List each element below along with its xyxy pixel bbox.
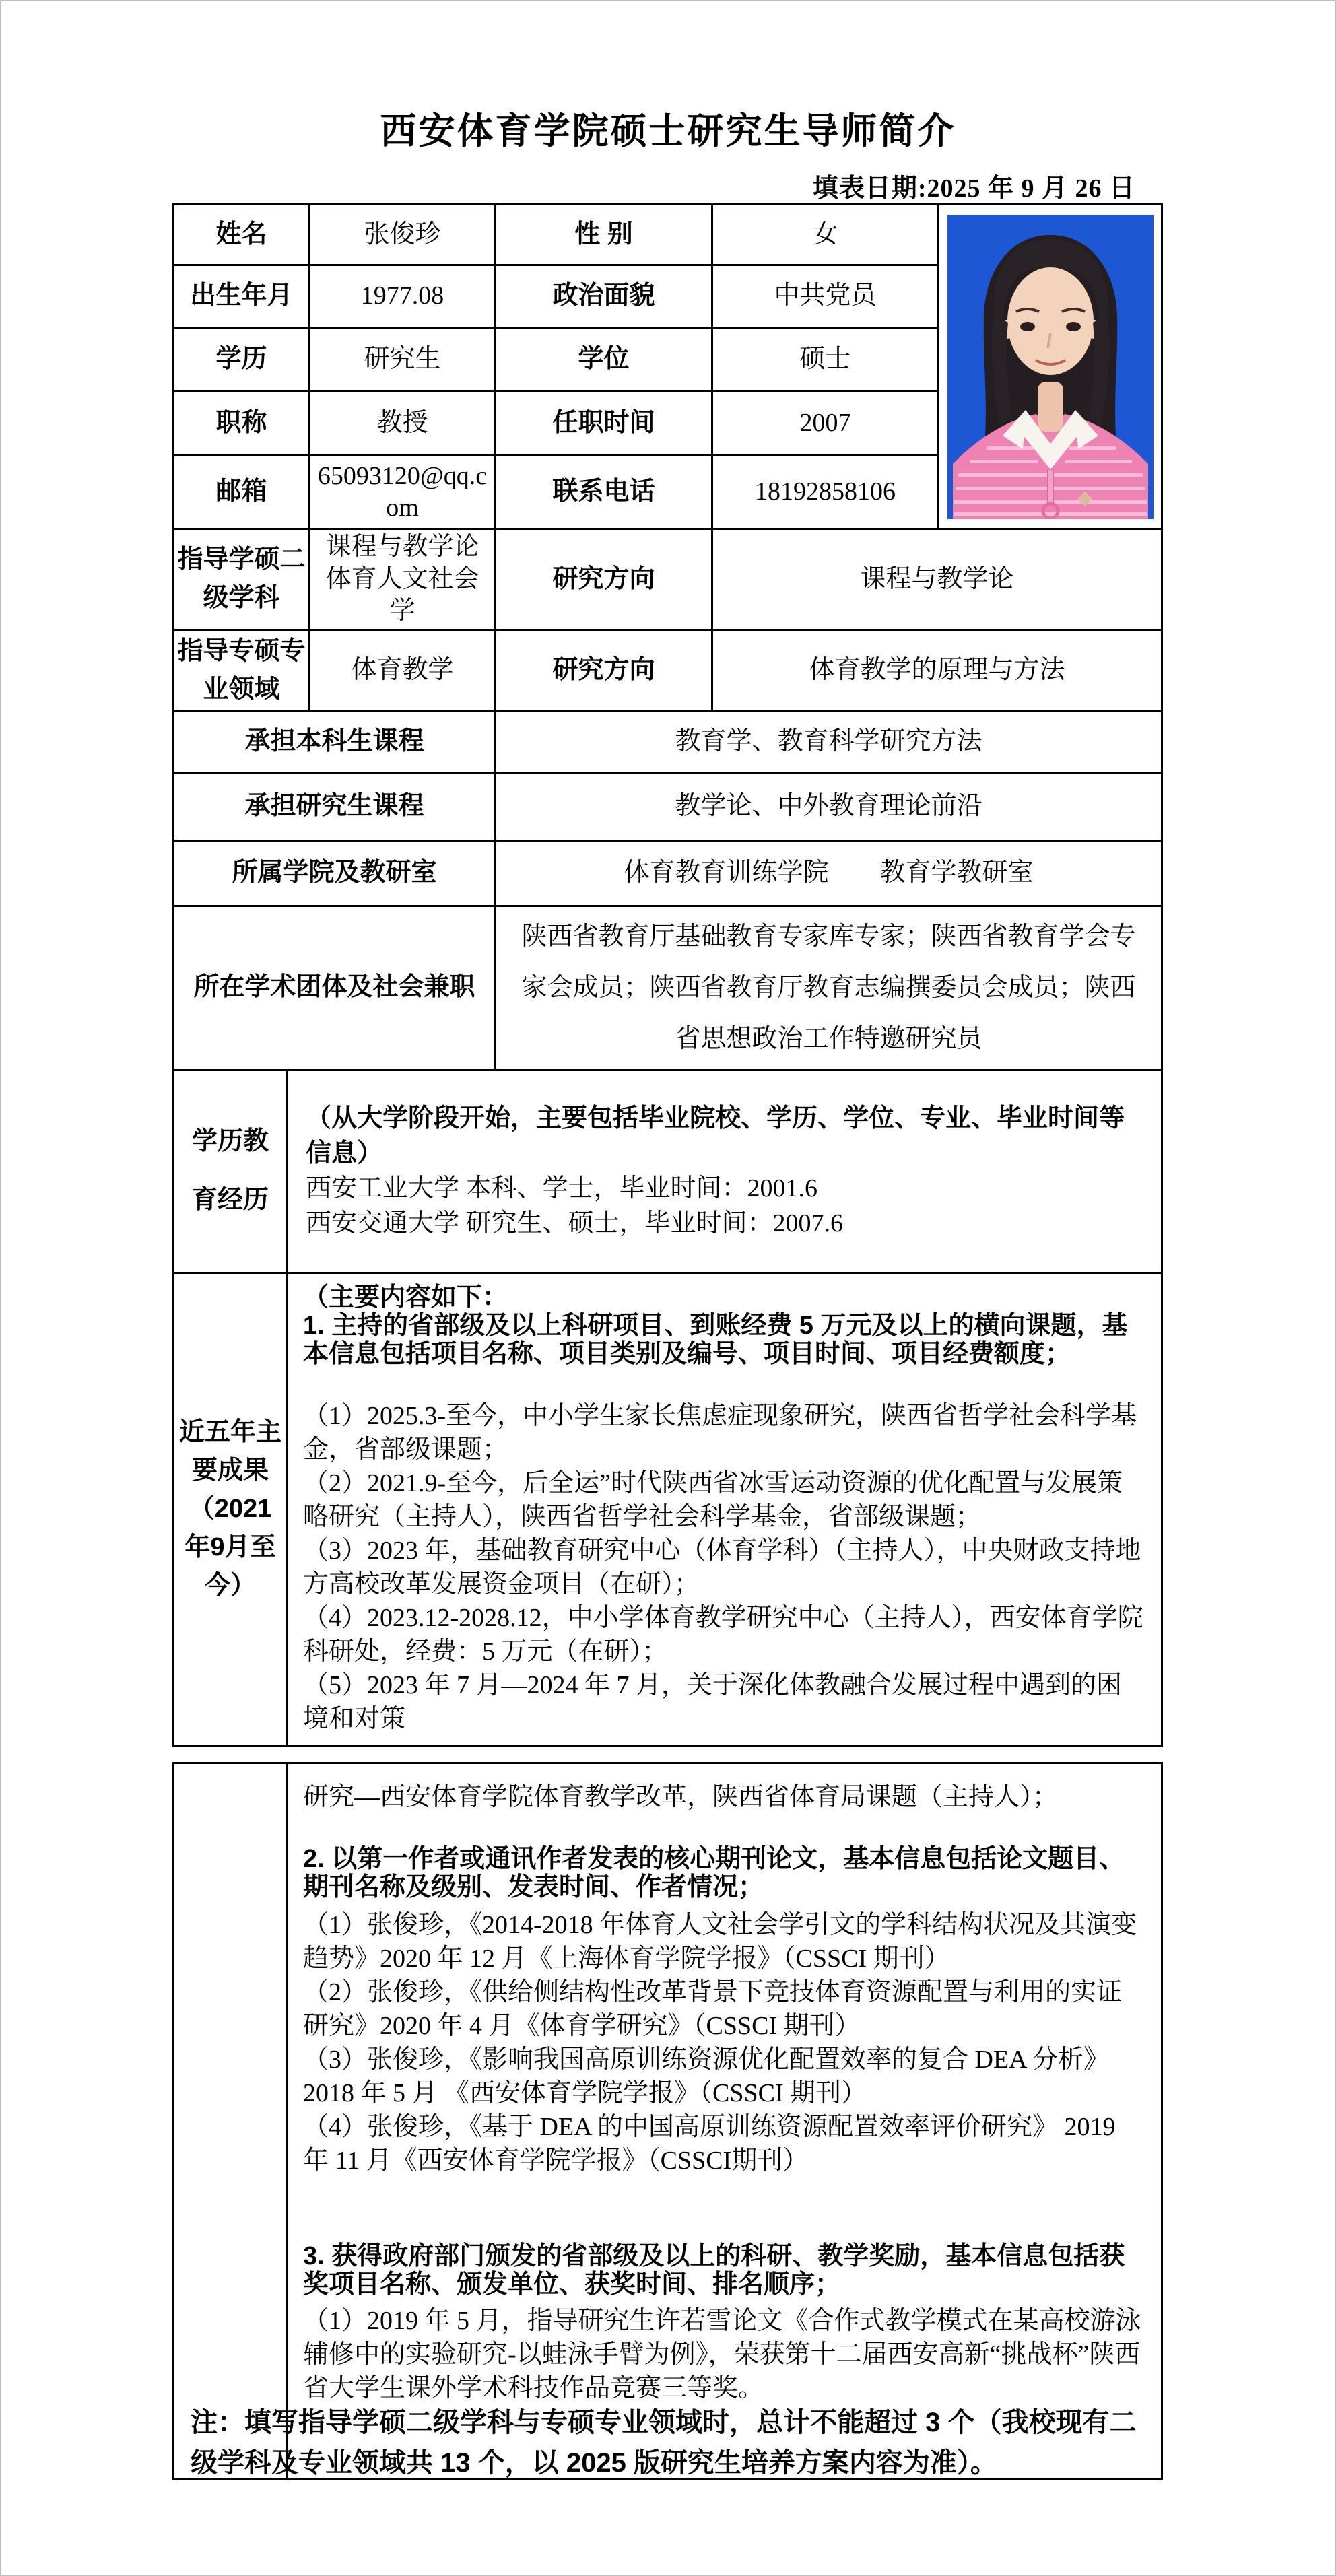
portrait-face xyxy=(1007,267,1094,375)
societies-label: 所在学术团体及社会兼职 xyxy=(174,906,496,1069)
paper-list xyxy=(303,1908,1146,2177)
portrait-eye-right xyxy=(1066,322,1081,331)
table-row xyxy=(174,840,1162,906)
recent-achievements-content xyxy=(288,1273,1162,1746)
education-line-2: 西安交通大学 研究生、硕士，毕业时间：2007.6 xyxy=(306,1209,844,1238)
political-value: 中共党员 xyxy=(712,265,939,328)
continued-content xyxy=(288,1763,1162,2479)
degree-level-value: 研究生 xyxy=(310,328,496,391)
phone-value: 18192858106 xyxy=(712,456,939,529)
education-line-1: 西安工业大学 本科、学士，毕业时间：2001.6 xyxy=(306,1174,818,1202)
continued-label-cell xyxy=(174,1763,288,2479)
project-item-2: （2）2021.9-至今，后全运”时代陕西省冰雪运动资源的优化配置与发展策略研究（主持人），陕西省哲学社会科学基金，省部级课题； xyxy=(303,1468,1123,1531)
project-item-1: （1）2025.3-至今，中小学生家长焦虑症现象研究，陕西省哲学社会科学基金，省部级课题； xyxy=(303,1401,1137,1464)
academic-master-label: 指导学硕二级学科 xyxy=(174,529,310,630)
recent-achievements-label: 近五年主要成果（2021年9月至今） xyxy=(174,1273,288,1746)
table-row xyxy=(174,630,1162,711)
email-value: 65093120@qq.com xyxy=(310,456,496,529)
project5-continuation: 研究—西安体育学院体育教学改革，陕西省体育局课题（主持人）； xyxy=(303,1782,1059,1811)
footer-note: 注：填写指导学硕二级学科与专硕专业领域时，总计不能超过 3 个（我校现有二级学科及专业领域共 13 个，以 2025 版研究生培养方案内容为准）。 xyxy=(191,2408,1137,2478)
paper-item-3: （3）张俊珍，《影响我国高原训练资源优化配置效率的复合 DEA 分析》 2018 年 5 月 《西安体育学院学报》（CSSCI 期刊） xyxy=(303,2045,1110,2107)
education-hint: （从大学阶段开始，主要包括毕业院校、学历、学位、专业、毕业时间等信息） xyxy=(306,1104,1125,1167)
appointment-value: 2007 xyxy=(712,391,939,456)
appointment-label: 任职时间 xyxy=(496,391,712,456)
table-row xyxy=(174,906,1162,1069)
table-row xyxy=(174,529,1162,630)
table-row xyxy=(174,772,1162,840)
degree-level-label: 学历 xyxy=(174,328,310,391)
table-row xyxy=(174,1273,1162,1746)
project-item-3: （3）2023 年，基础教育研究中心（体育学科）（主持人），中央财政支持地方高校改革发展资金项目（在研）； xyxy=(303,1536,1141,1598)
teaching-table xyxy=(172,710,1163,1071)
shirt-zipper xyxy=(1048,469,1053,504)
project-item-4: （4）2023.12-2028.12，中小学体育教学研究中心（主持人），西安体育学院科研处，经费：5 万元（在研）； xyxy=(303,1603,1143,1666)
affiliation-value: 体育教育训练学院 教育学教研室 xyxy=(496,840,1162,906)
degree-label: 学位 xyxy=(496,328,712,391)
gender-label: 性 别 xyxy=(496,205,712,265)
project-list xyxy=(303,1399,1146,1736)
degree-value: 硕士 xyxy=(712,328,939,391)
professional-master-label: 指导专硕专业领域 xyxy=(174,630,310,711)
birth-value: 1977.08 xyxy=(310,265,496,328)
fill-date: 填表日期:2025 年 9 月 26 日 xyxy=(812,174,1135,203)
section1-title: 1. 主持的省部级及以上科研项目、到账经费 5 万元及以上的横向课题，基本信息包括项目名称、项目类别及编号、项目时间、项目经费额度； xyxy=(303,1311,1128,1368)
portrait-photo xyxy=(947,215,1154,519)
education-history-label: 学历教育经历 xyxy=(174,1069,288,1273)
research-direction-label-1: 研究方向 xyxy=(496,529,712,630)
title-label: 职称 xyxy=(174,391,310,456)
portrait-neck xyxy=(1038,382,1063,432)
achievements-continued-table xyxy=(172,1762,1163,2480)
title-value: 教授 xyxy=(310,391,496,456)
table-row xyxy=(174,1069,1162,1273)
section2-title: 2. 以第一作者或通讯作者发表的核心期刊论文，基本信息包括论文题目、期刊名称及级别、发表时间、作者情况； xyxy=(303,1844,1125,1901)
undergrad-courses-label: 承担本科生课程 xyxy=(174,711,496,772)
table-row xyxy=(174,711,1162,772)
graduate-courses-label: 承担研究生课程 xyxy=(174,772,496,840)
paper-item-2: （2）张俊珍，《供给侧结构性改革背景下竞技体育资源配置与利用的实证研究》2020 年 4 月《体育学研究》（CSSCI 期刊） xyxy=(303,1977,1123,2040)
academic-master-value: 课程与教学论 体育人文社会学 xyxy=(310,529,496,630)
research-direction-value-2: 体育教学的原理与方法 xyxy=(712,630,1162,711)
phone-label: 联系电话 xyxy=(496,456,712,529)
affiliation-label: 所属学院及教研室 xyxy=(174,840,496,906)
professional-master-value: 体育教学 xyxy=(310,630,496,711)
education-history-content xyxy=(288,1069,1162,1273)
project-item-5: （5）2023 年 7 月—2024 年 7 月，关于深化体教融合发展过程中遇到的困境和对策 xyxy=(303,1670,1123,1733)
name-value: 张俊珍 xyxy=(310,205,496,265)
page-title: 西安体育学院硕士研究生导师简介 xyxy=(380,111,956,151)
name-label: 姓名 xyxy=(174,205,310,265)
birth-label: 出生年月 xyxy=(174,265,310,328)
history-table xyxy=(172,1069,1163,1747)
form-tables xyxy=(172,203,1161,2480)
gender-value: 女 xyxy=(712,205,939,265)
award-item-1: （1）2019 年 5 月，指导研究生许若雪论文《合作式教学模式在某高校游泳辅修中的实验研究-以蛙泳手臂为例》，荣获第十二届西安高新“挑战杯”陕西省大学生课外学术科技作品竞赛三等奖。 xyxy=(303,2306,1141,2402)
achievements-intro: （主要内容如下： xyxy=(303,1283,508,1312)
section3-title: 3. 获得政府部门颁发的省部级及以上的科研、教学奖励，基本信息包括获奖项目名称、颁发单位、获奖时间、排名顺序； xyxy=(303,2241,1125,2299)
portrait-photo-cell xyxy=(939,205,1162,529)
societies-value: 陕西省教育厅基础教育专家库专家；陕西省教育学会专家会成员；陕西省教育厅教育志编撰委员会成员；陕西省思想政治工作特邀研究员 xyxy=(496,906,1162,1069)
undergrad-courses-value: 教育学、教育科学研究方法 xyxy=(496,711,1162,772)
award-list xyxy=(303,2304,1146,2405)
portrait-eye-left xyxy=(1020,322,1035,331)
email-label: 邮箱 xyxy=(174,456,310,529)
research-direction-label-2: 研究方向 xyxy=(496,630,712,711)
political-label: 政治面貌 xyxy=(496,265,712,328)
table-row xyxy=(174,1763,1162,2479)
table-row xyxy=(174,205,1162,265)
research-direction-value-1: 课程与教学论 xyxy=(712,529,1162,630)
paper-item-4: （4）张俊珍，《基于 DEA 的中国高原训练资源配置效率评价研究》 2019 年 11 月《西安体育学院学报》（CSSCI期刊） xyxy=(303,2112,1116,2175)
graduate-courses-value: 教学论、中外教育理论前沿 xyxy=(496,772,1162,840)
basic-info-table xyxy=(172,203,1163,712)
paper-item-1: （1）张俊珍，《2014-2018 年体育人文社会学引文的学科结构状况及其演变趋势》2020 年 12 月《上海体育学院学报》（CSSCI 期刊） xyxy=(303,1910,1137,1973)
